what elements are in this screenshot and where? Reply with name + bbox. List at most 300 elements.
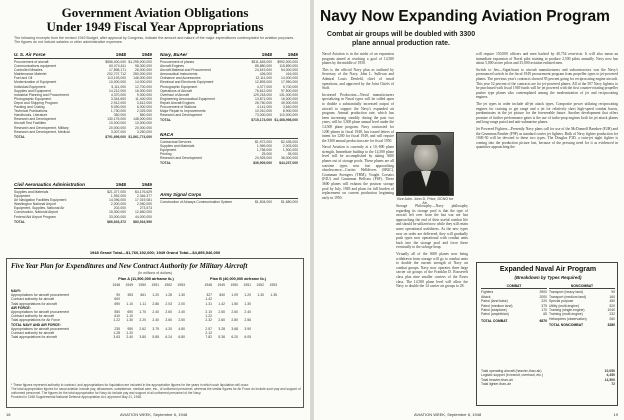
row-value-1948: 14,096,000 bbox=[109, 198, 126, 203]
row-label: Air Navigation Facilities Equipment bbox=[14, 198, 67, 203]
table-heading: Civil Aeronautics Administration bbox=[14, 182, 85, 187]
row-value-1949: $1,295,000,000 bbox=[128, 60, 152, 64]
row-value-1948: $1,972,000 bbox=[255, 140, 272, 144]
plan-a-cell: 4.80 bbox=[178, 326, 185, 331]
table-row bbox=[160, 113, 298, 117]
row-label: Supplies and Materials bbox=[14, 190, 49, 194]
plan-footnote: Provided in 1948 Supplemental National Defense Appropriation Act, approved May 21, 1948. bbox=[11, 395, 142, 399]
air-row-label: Training (single-engine) bbox=[549, 308, 585, 313]
row-value-1949: 97,500,000 bbox=[281, 88, 298, 93]
plan-a-cell: 1.20 bbox=[126, 331, 133, 336]
row-value-1949: 2,346,377 bbox=[136, 194, 152, 199]
article-column-2 bbox=[476, 52, 618, 258]
row-label: Aircraft Material and Procurement bbox=[160, 68, 211, 73]
article-paragraph: The jet types in order include all-jet attack types. Composite power utilizing reciprocating engines for cruising to get range and a jet for relatively short high-speed combat bursts, predominates in the jet picture for the foreseeable future. Another development that offers promise of further performance gains is the use of turbo-prop engines both for jet attack planes and long-range patrol and anti-submarine planes. bbox=[476, 101, 618, 125]
plan-a-cell: 5.85 bbox=[152, 335, 159, 340]
row-value-1949: 148,000,000 bbox=[133, 117, 152, 122]
plan-a-cell: 600 bbox=[114, 297, 120, 302]
total-1949: $44,237,000 bbox=[279, 161, 298, 166]
plan-b-cell: 1.09 bbox=[231, 293, 238, 298]
row-value-1948: $1,504,000 bbox=[255, 200, 272, 204]
folio-page-number: 18 bbox=[6, 412, 11, 417]
table-header bbox=[14, 182, 152, 189]
air-total-value: 6870 bbox=[539, 318, 547, 323]
plan-a-cell: 2.86 bbox=[152, 301, 159, 306]
row-value-1948: 3,344,600 bbox=[110, 96, 126, 101]
row-value-1949: 16,000,000 bbox=[281, 96, 298, 101]
row-value-1949: 2,003,000 bbox=[282, 144, 298, 149]
plan-year: 1953 bbox=[177, 283, 185, 287]
plan-b-cell: 2.60 bbox=[231, 310, 238, 315]
row-value-1948: 5,090,000 bbox=[110, 105, 126, 110]
row-value-1949: 17,950,000 bbox=[281, 80, 298, 85]
plan-a-heading: Plan A (11,500,000 airframe lb.) bbox=[118, 277, 174, 281]
air-total-row bbox=[481, 319, 547, 323]
article-column-1 bbox=[322, 52, 394, 408]
plan-a-cell: 2.03 bbox=[165, 301, 172, 306]
plan-year: 1951 bbox=[243, 283, 251, 287]
row-value-1949: 12,650,000 bbox=[135, 210, 152, 215]
plan-rows bbox=[11, 289, 301, 339]
row-label: Repair Aircraft Engines bbox=[160, 100, 195, 105]
naca-table bbox=[160, 132, 298, 166]
row-label: Equipment, Supplies, National Air bbox=[14, 206, 65, 211]
row-value-1949: $992,000,000 bbox=[277, 60, 298, 64]
table-header bbox=[160, 192, 298, 199]
row-value-1949: $4,176,629 bbox=[135, 190, 152, 194]
title-line-1: Government Aviation Obligations bbox=[61, 5, 249, 20]
row-value-1949: 850,000 bbox=[139, 113, 152, 118]
row-label: Washington National Airport bbox=[14, 202, 56, 207]
air-box-subtitle: (Breakdown by Types Required) bbox=[514, 275, 582, 280]
row-label: Depot and Shipping Program bbox=[14, 100, 58, 105]
row-value-1949: 17,019,081 bbox=[135, 198, 152, 203]
army-signal-corps-table bbox=[160, 192, 298, 205]
row-value-1948: 10,000,000 bbox=[109, 80, 126, 85]
row-value-1949: 3,612,000 bbox=[136, 100, 152, 105]
table-total-row bbox=[160, 161, 298, 165]
row-value-1949: 14,000,000 bbox=[281, 76, 298, 81]
row-value-1949: 1,900,000 bbox=[282, 148, 298, 153]
row-value-1949: 11,400,000 bbox=[135, 96, 152, 101]
plan-a-cell: 3.79 bbox=[152, 326, 159, 331]
row-label: Contractual Services bbox=[160, 140, 192, 144]
row-value-1948: 12,893,000 bbox=[255, 80, 272, 85]
row-label: Supplies and Equipment bbox=[14, 88, 51, 93]
air-total-label: TOTAL COMBAT bbox=[481, 318, 508, 323]
row-value-1948: 17,898,171 bbox=[109, 68, 126, 73]
row-value-1948: $556,400,000 bbox=[105, 60, 126, 64]
row-label: Procurement of Stations bbox=[160, 105, 197, 110]
article-paragraph: This is the official Navy plan as outlined by Secretary of the Navy, John L. Sullivan and Admiral Louis Denfeld, chief of naval operations, and approved by the Joint Chiefs of Staff. bbox=[322, 67, 394, 91]
plan-b-cell: 2.12 bbox=[205, 331, 212, 336]
plan-a-cell: 2.40 bbox=[178, 310, 185, 315]
air-row-label: Patrol (seaplane) bbox=[481, 308, 507, 313]
row-value-1948: 10,000,000 bbox=[109, 121, 126, 126]
table-heading: Army Signal Corps bbox=[160, 192, 202, 197]
table-heading: U. S. Air Force bbox=[14, 52, 46, 57]
row-value-1948: 4,377,000 bbox=[256, 84, 272, 89]
plan-year: 1948 bbox=[112, 283, 120, 287]
table-header bbox=[160, 52, 298, 59]
photo-caption: Vice Adm. John D. Price, DCNO for Air. bbox=[396, 197, 454, 205]
row-value-1948: 24,519,000 bbox=[255, 68, 272, 73]
row-value-1949: 110,000,000 bbox=[279, 113, 298, 118]
plan-a-cell: 353 bbox=[127, 293, 133, 298]
row-value-1948: 3,307,000 bbox=[110, 129, 126, 134]
article-paragraph: Increased Production—Naval manufacturers specializing in Naval types will be called upon to double a substantially increased output of aircraft to support the Navy's expanded air program. Annual production rate, which has been increasing steadily during the past two years, will be 3,300 plane annual level under the 14,500 plane program. Navy contracted for 1200 planes in fiscal 1948, has issued letters of intent for 1200 for fiscal 1949, and will require the 3300 annual production rate for fiscal 1950. bbox=[322, 92, 394, 143]
plan-a-cell: 1.28 bbox=[113, 331, 120, 336]
row-value-1949: 10,000,000 bbox=[135, 121, 152, 126]
row-value-1949: 6,000,000 bbox=[136, 105, 152, 110]
expanded-naval-air-box bbox=[476, 262, 618, 406]
plan-row-label: Appropriations for aircraft procurement bbox=[11, 310, 70, 315]
year-label: 1949 bbox=[141, 52, 152, 57]
row-label: Research and Development bbox=[160, 156, 203, 161]
year-label bbox=[272, 192, 298, 198]
plan-year: 1950 bbox=[230, 283, 238, 287]
table-row bbox=[160, 200, 298, 204]
row-value-1949: 273,573 bbox=[139, 206, 152, 211]
plan-a-cell: 6.24 bbox=[165, 335, 172, 340]
row-value-1949: 44,000,000 bbox=[135, 214, 152, 219]
air-row-label: Transport (medium land) bbox=[549, 294, 586, 299]
article-subtitle: Combat air groups will be doubled with 3300 plane annual production rate. bbox=[326, 31, 476, 47]
table-total-row bbox=[14, 135, 152, 139]
plan-b-cell: 2.50 bbox=[218, 310, 225, 315]
air-summary-label: Total operating aircraft (heavier-than-air) bbox=[481, 369, 542, 373]
row-label: Industrial Planning and Procurement bbox=[14, 92, 69, 97]
table-row bbox=[160, 156, 298, 160]
air-row-value: 2000 bbox=[539, 294, 547, 299]
row-value-1948: $511,645,000 bbox=[251, 60, 272, 64]
plan-row-label: Contract authority for aircraft bbox=[11, 331, 54, 336]
row-value-1948: 73,000,000 bbox=[255, 113, 272, 118]
air-summary-label: Total lighter-than-air bbox=[481, 382, 511, 387]
row-value-1949: 98,300,000 bbox=[135, 64, 152, 69]
row-label: Individual Equipment bbox=[14, 84, 46, 89]
air-summary bbox=[481, 369, 615, 387]
plan-b-cell: 1.42 bbox=[205, 297, 212, 302]
plan-a-cell: 2.40 bbox=[152, 318, 159, 323]
plan-a-cell: 3.80 bbox=[139, 335, 146, 340]
article-paragraph: Naval Aviation is currently at a 10,-800 plane strength. Immediate buildup to the 14,500 plane level will be accomplished by taking 3600 planes out of storage pools. These planes are all wartime types now fast approaching obsolescence—Curtiss Helldivers (SB2C), Grumman Avengers (TBM), Vought Corsairs (F4U) and Grumman Hellcats (F6F). These 3600 planes will exhaust the postwar storage pool by July, 1949 and plans for full burden of replacement on current production beginning early in 1950. bbox=[322, 145, 394, 200]
plan-year: 1948 bbox=[204, 283, 212, 287]
air-row-label: Helicopters (observation) bbox=[549, 316, 587, 321]
plan-year: 1950 bbox=[138, 283, 146, 287]
row-value-1948: 4,370,000 bbox=[110, 92, 126, 97]
row-value-1948: 15,300,000 bbox=[109, 210, 126, 215]
air-row-value: 1040 bbox=[607, 308, 615, 313]
row-label: Research and Development, Medical bbox=[14, 129, 70, 134]
plan-a-cell: 1.20 bbox=[152, 293, 159, 298]
air-row-label: Fighters bbox=[481, 290, 494, 295]
plan-box-subtitle: (In millions of dollars) bbox=[138, 271, 172, 275]
row-label: Photographic Equipment bbox=[160, 84, 198, 89]
noncombat-column bbox=[549, 284, 615, 328]
air-row-label: Patrol (amphibian) bbox=[481, 312, 509, 317]
plan-year: 1949 bbox=[125, 283, 133, 287]
plan-a-cell: 1.30 bbox=[126, 318, 133, 323]
plan-a-years bbox=[107, 283, 185, 287]
plan-a-cell: 690 bbox=[127, 310, 133, 315]
air-total-value: 3280 bbox=[607, 323, 615, 328]
right-page bbox=[314, 0, 624, 420]
left-page bbox=[0, 0, 310, 420]
plan-section-label: NAVY: bbox=[11, 289, 22, 293]
plan-footnote: * These figures represent authority to contract, and appropriations for liquidation are included in the appropriation figures for the years in which such liquidation will occur. bbox=[11, 383, 250, 387]
row-value-1949: 12,700,000 bbox=[135, 84, 152, 89]
page-title-left bbox=[10, 6, 300, 34]
row-label: Procurement of aircraft bbox=[14, 60, 49, 64]
total-1949: $1,861,774,000 bbox=[128, 134, 152, 139]
row-value-1948: 129,218,000 bbox=[253, 92, 272, 97]
plan-a-cell: 2.20 bbox=[139, 318, 146, 323]
portrait-cap bbox=[411, 135, 441, 145]
combat-column bbox=[481, 284, 547, 323]
total-1948: $36,909,000 bbox=[253, 161, 272, 166]
row-value-1948: 85,880,000 bbox=[255, 64, 272, 69]
plan-a-cell: 90 bbox=[116, 293, 120, 298]
plan-row-label: Total appropriations for aircraft bbox=[11, 335, 57, 340]
plan-gap bbox=[185, 335, 199, 339]
row-value-1949: 280,000,000 bbox=[133, 72, 152, 77]
row-value-1948: $21,377,000 bbox=[107, 190, 126, 194]
row-label: Ordnance and Accessories bbox=[160, 76, 201, 81]
row-value-1949: 26,000,000 bbox=[135, 68, 152, 73]
plan-b-years bbox=[199, 283, 277, 287]
plan-a-cell: 2.60 bbox=[165, 318, 172, 323]
total-label: TOTAL bbox=[160, 161, 171, 166]
year-label bbox=[246, 192, 272, 198]
total-1949: $83,516,590 bbox=[133, 219, 152, 224]
row-label: Research and Development bbox=[14, 117, 57, 122]
row-value-1949: 131,000,000 bbox=[279, 92, 298, 97]
plan-a-cell: 2.40 bbox=[126, 335, 133, 340]
plan-year: 1949 bbox=[217, 283, 225, 287]
air-row-value: 3900 bbox=[539, 290, 547, 295]
article-paragraph: Switch to Jets—Significant to aircraft manufacturers and subcontractors was the Navy's pronounced switch in the fiscal 1949 procurement program from propeller types to jet-powered planes. The previous year's contracts showed 95 percent going for reciprocating engine aircraft. This year 52 percent of the contracts are for jet-powered planes. All of the 507 Navy fighters to be purchased with fiscal 1949 funds will be jet powered with the first counter-rotating propeller pusher type planes also contemplated among the modernization of jet and reciprocating engines. bbox=[476, 67, 618, 100]
plan-footnotes bbox=[11, 383, 301, 399]
row-label: Aircraft Test Facilities bbox=[14, 121, 46, 126]
row-value-1948: 26,750,000 bbox=[255, 100, 272, 105]
row-value-1948: 1,758,000 bbox=[256, 148, 272, 153]
plan-b-cell: 2.80 bbox=[231, 318, 238, 323]
plan-a-cell: 690 bbox=[114, 301, 120, 306]
row-label: Modernization of Equipment bbox=[14, 80, 57, 85]
row-label: Aeronautical Instruments bbox=[160, 72, 198, 77]
plan-a-cell: 550 bbox=[114, 310, 120, 315]
row-value-1949: 5,700,000 bbox=[282, 84, 298, 89]
plan-b-cell: 2.40 bbox=[244, 310, 251, 315]
row-value-1949: 146,000,000 bbox=[133, 76, 152, 81]
row-label: Engineering Aeronautical Equipment bbox=[160, 96, 215, 101]
air-row-value: 170 bbox=[541, 308, 547, 313]
plan-year: 1952 bbox=[256, 283, 264, 287]
row-value-1948: 4,141,000 bbox=[256, 105, 272, 110]
portrait-photo bbox=[396, 132, 454, 196]
row-value-1948: 1,969,000 bbox=[256, 144, 272, 149]
row-label: Photographic Equipment bbox=[14, 96, 52, 101]
air-total-row bbox=[549, 323, 615, 327]
table-header bbox=[14, 52, 152, 59]
row-value-1949: 416,000 bbox=[285, 72, 298, 77]
row-value-1948: 25,000 bbox=[261, 152, 272, 157]
row-value-1948: 10,010,000 bbox=[255, 109, 272, 114]
plan-a-cell: 1.11 bbox=[139, 301, 146, 306]
air-summary-value: 72 bbox=[611, 382, 615, 387]
air-summary-label: Total heavier-than-air bbox=[481, 377, 513, 382]
plan-row bbox=[11, 335, 301, 339]
row-label: Electrical and Electronic Equipment bbox=[160, 80, 214, 85]
table-heading: NACA bbox=[160, 132, 174, 137]
plan-b-cell bbox=[251, 335, 264, 339]
plan-year: 1953 bbox=[269, 283, 277, 287]
air-summary-value: 14,500 bbox=[604, 377, 615, 382]
row-label: Construction, National Airport bbox=[14, 210, 59, 215]
plan-a-cell: 2.60 bbox=[165, 310, 172, 315]
air-row-value: 220 bbox=[541, 299, 547, 304]
plan-b-cell: 1.22 bbox=[205, 314, 212, 319]
total-label: TOTAL bbox=[14, 134, 25, 139]
grand-total: 1948 Grand Total—$1,760,192,000; 1949 Grand Total—$4,895,546,000 bbox=[89, 250, 221, 255]
row-label: Supplies and Materials bbox=[160, 144, 195, 149]
total-1948: $791,696,000 bbox=[105, 134, 126, 139]
plan-b-cell: 1.30 bbox=[257, 293, 264, 298]
row-value-1948: 1,952,000 bbox=[110, 194, 126, 199]
row-value-1948: 1,730,000 bbox=[110, 109, 126, 114]
row-label: Construction of Airways Communication System bbox=[160, 200, 233, 204]
article-paragraph: Virtually all of the 3600 planes now being withdrawn from storage will go to combat units to double the current strength of Navy air combat groups. Navy now operates three large carrier air groups of the Franklin D. Roosevelt class plus nine smaller carriers of the Essex class. The 14,500 plane level will allow the Navy to double the 14 carrier air groups to 28. bbox=[396, 251, 468, 289]
row-label: Operations of Aircraft bbox=[160, 88, 192, 93]
air-summary-value: 10,050 bbox=[604, 369, 615, 373]
row-label: Major Repair to Improvements bbox=[160, 109, 206, 114]
row-value-1948: 60,074,611 bbox=[109, 64, 126, 69]
plan-b-cell: 5.36 bbox=[218, 335, 225, 340]
air-row-value: 450 bbox=[609, 299, 615, 304]
plan-b-cell: 3.68 bbox=[231, 326, 238, 331]
row-value-1949: 3,640,000 bbox=[282, 105, 298, 110]
year-label: 1949 bbox=[287, 52, 298, 57]
total-1948: $66,633,372 bbox=[107, 219, 126, 224]
row-value-1948: 350,000 bbox=[113, 113, 126, 118]
air-row-label: Patrol (medium land) bbox=[481, 303, 513, 308]
row-label: Maintenance Materiel bbox=[14, 72, 47, 77]
plan-b-cell: 1.20 bbox=[244, 293, 251, 298]
plan-a-cell: 2.50 bbox=[178, 318, 185, 323]
air-row-label: Attack bbox=[481, 294, 491, 299]
row-label: Packing and Crating bbox=[14, 105, 45, 110]
row-value-1948: 202,000 bbox=[113, 206, 126, 211]
air-row-value: 65 bbox=[543, 312, 547, 317]
air-row-label: Training (multi-engine) bbox=[549, 312, 583, 317]
intro-paragraph: The following excerpts from the revised 1949 Budget, after approval by Congress, indicate the amount and nature of the major expenditures contemplated for aviation purposes. The figures do not include salaries or other administrative expenses. bbox=[14, 36, 295, 45]
row-value-1948: 12,111,000 bbox=[255, 76, 272, 81]
plan-a-cell: 235 bbox=[114, 326, 120, 331]
total-label: TOTAL bbox=[14, 219, 25, 224]
five-year-plan-box bbox=[6, 258, 304, 408]
row-value-1948: 33,000,000 bbox=[109, 214, 126, 219]
row-value-1948: 20,000,000 bbox=[109, 125, 126, 130]
total-1949: $1,468,998,000 bbox=[274, 118, 298, 123]
plan-section-label: AIR FORCE: bbox=[11, 305, 31, 310]
plan-row-label: Contract authority for aircraft bbox=[11, 297, 54, 302]
plan-a-cell: 1.70 bbox=[139, 310, 146, 315]
table-header bbox=[160, 132, 298, 139]
row-value-1948: 2,912,000 bbox=[110, 100, 126, 105]
plan-row-label: Appropriations for aircraft procurement bbox=[11, 326, 70, 331]
plan-b-cell: 2.56 bbox=[244, 318, 251, 323]
total-label: TOTAL bbox=[160, 118, 171, 123]
row-value-1949: 3,250,000 bbox=[136, 129, 152, 134]
table-total-row bbox=[14, 220, 152, 224]
plan-b-cell: 7.82 bbox=[205, 335, 212, 340]
air-row bbox=[549, 317, 615, 321]
plan-a-cell: 661 bbox=[140, 293, 146, 298]
year-label: 1949 bbox=[141, 182, 152, 187]
plan-a-cell: 3.63 bbox=[113, 335, 120, 340]
plan-row-label: Contract authority for aircraft bbox=[11, 314, 54, 319]
plan-b-cell: 3.90 bbox=[244, 326, 251, 331]
row-value-1949: 2,025,000 bbox=[136, 109, 152, 114]
air-column-heading: NONCOMBAT bbox=[549, 284, 615, 289]
row-value-1948: 202,707,712 bbox=[107, 72, 126, 77]
plan-a-cell: 2.40 bbox=[152, 310, 159, 315]
plan-b-cell: 6.20 bbox=[231, 335, 238, 340]
air-row-value: 90 bbox=[611, 290, 615, 295]
plan-b-cell: 2.60 bbox=[218, 318, 225, 323]
plan-b-heading: Plan B (40,000,000 airframe lb.) bbox=[210, 277, 266, 281]
row-label: Research and Development, Military bbox=[14, 125, 69, 130]
plan-b-cell: 1.30 bbox=[244, 301, 251, 306]
air-summary-row bbox=[481, 382, 615, 386]
row-label: Printing bbox=[160, 152, 172, 157]
row-value-1949: 9,300,000 bbox=[136, 92, 152, 97]
air-row-value: 160 bbox=[609, 294, 615, 299]
plan-a-cell: 1.10 bbox=[126, 314, 133, 319]
plan-b-cell: 6.05 bbox=[244, 335, 251, 340]
title-line-2: Under 1949 Fiscal Year Appropriations bbox=[46, 19, 264, 34]
table-heading: Navy, BuAer bbox=[160, 52, 188, 57]
row-label: Research and Development bbox=[160, 113, 203, 118]
plan-b-cell: 1.50 bbox=[231, 301, 238, 306]
caa-table bbox=[14, 182, 152, 224]
row-label: Fuel and Oil bbox=[14, 76, 33, 81]
plan-a-cell: 2.00 bbox=[178, 301, 185, 306]
air-row-label: Transport (heavy land) bbox=[549, 290, 583, 295]
plan-section-label: TOTAL NAVY AND AIR FORCE: bbox=[11, 322, 61, 327]
row-value-1949: $2,435,000 bbox=[281, 140, 298, 144]
folio-publication: AVIATION WEEK, September 6, 1948 bbox=[120, 412, 188, 417]
air-row-label: Special purpose bbox=[549, 299, 574, 304]
air-row-label: Utility (multi-engine) bbox=[549, 303, 579, 308]
row-label: Equipment bbox=[14, 194, 31, 199]
table-row bbox=[14, 215, 152, 219]
article-paragraph: Storage Philosophy—Navy philosophy regarding its storage pool is that the type of aircraft left over from the last war are fast approaching the end of their useful combat life and should be utilized now while they still retain some operational usefulness. As the new types now on order are delivered, they will gradually push types now operational with combat units back into the storage pool and force these eventually to the salvage heap. bbox=[396, 204, 468, 250]
plan-b-cell: 2.32 bbox=[205, 318, 212, 323]
row-value-1949: 8,900,000 bbox=[282, 109, 298, 114]
air-row bbox=[481, 312, 547, 316]
year-label: 1948 bbox=[261, 52, 272, 57]
portrait-face bbox=[414, 141, 438, 171]
plan-row-label: Total appropriations for aircraft bbox=[11, 301, 57, 306]
plan-b-cell: 1.31 bbox=[205, 301, 212, 306]
plan-row-label: Appropriations for aircraft procurement bbox=[11, 293, 70, 298]
row-label: Overhaul of Aircraft bbox=[160, 92, 190, 97]
row-label: Handbooks, Literature bbox=[14, 113, 48, 118]
row-value-1949: 54,000,000 bbox=[281, 68, 298, 73]
navy-buaer-table bbox=[160, 52, 298, 122]
